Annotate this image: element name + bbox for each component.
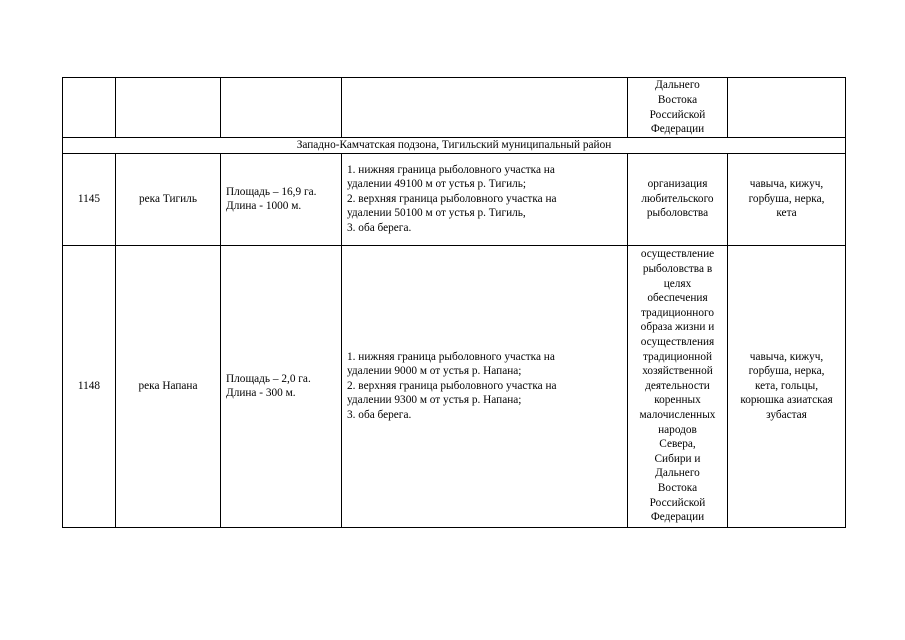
text-line: кета xyxy=(776,207,797,220)
text-line: Площадь – 16,9 га. xyxy=(226,185,317,198)
text-line: удалении 9300 м от устья р. Напана; xyxy=(347,394,522,407)
text-line: традиционного xyxy=(640,306,714,319)
text-line: организация xyxy=(647,178,708,191)
cell-name: река Напана xyxy=(116,245,221,527)
cell-number: 1148 xyxy=(63,245,116,527)
text-line: удалении 49100 м от устья р. Тигиль; xyxy=(347,178,527,191)
text-line: рыболовства xyxy=(646,207,709,220)
text-line: зубастая xyxy=(766,408,807,421)
text-line: Дальнего xyxy=(655,467,700,480)
text-line: обеспечения xyxy=(647,292,708,305)
text-line: Востока xyxy=(657,481,698,494)
text-line: 1. нижняя граница рыболовного участка на xyxy=(347,350,555,363)
text-line: удалении 50100 м от устья р. Тигиль, xyxy=(347,207,526,220)
text-line: 1. нижняя граница рыболовного участка на xyxy=(347,163,555,176)
cell-species xyxy=(728,245,846,527)
text-line: Длина - 300 м. xyxy=(226,387,296,400)
text-line: Российской xyxy=(649,108,706,121)
text-line: целях xyxy=(663,277,692,290)
cell-name xyxy=(116,78,221,138)
subheader-row xyxy=(63,138,846,154)
text-line: горбуша, нерка, xyxy=(748,365,825,378)
text-line: коренных xyxy=(654,394,701,407)
text-line: 3. оба берега. xyxy=(347,221,412,234)
cell-species xyxy=(728,153,846,245)
cell-number: 1145 xyxy=(63,153,116,245)
text-line: корюшка азиатская xyxy=(740,394,833,407)
text-line: Площадь – 2,0 га. xyxy=(226,372,311,385)
text-line: хозяйственной xyxy=(642,365,713,378)
cell-purpose xyxy=(628,245,728,527)
fishing-areas-table xyxy=(62,77,846,528)
continued-row xyxy=(63,78,846,138)
text-line: Федерации xyxy=(650,123,705,136)
cell-bounds xyxy=(342,245,628,527)
text-line: кета, гольцы, xyxy=(754,379,819,392)
text-line: Севера, xyxy=(659,438,696,451)
text-line: Дальнего xyxy=(655,79,700,92)
table-row xyxy=(63,153,846,245)
text-line: Российской xyxy=(649,496,706,509)
text-line: 2. верхняя граница рыболовного участка на xyxy=(347,379,557,392)
text-line: горбуша, нерка, xyxy=(748,192,825,205)
text-line: малочисленных xyxy=(639,408,716,421)
text-line: деятельности xyxy=(645,379,710,392)
text-line: Длина - 1000 м. xyxy=(226,200,302,213)
cell-size xyxy=(221,78,342,138)
text-line: рыболовства в xyxy=(642,263,713,276)
subzone-title: Западно-Камчатская подзона, Тигильский муниципальный район xyxy=(63,138,846,154)
text-line: чавыча, кижуч, xyxy=(749,178,824,191)
text-line: народов xyxy=(658,423,697,436)
cell-number xyxy=(63,78,116,138)
text-line: любительского xyxy=(641,192,714,205)
cell-name: река Тигиль xyxy=(116,153,221,245)
text-line: 3. оба берега. xyxy=(347,408,412,421)
cell-bounds xyxy=(342,78,628,138)
text-line: удалении 9000 м от устья р. Напана; xyxy=(347,365,522,378)
text-line: чавыча, кижуч, xyxy=(749,350,824,363)
cell-size xyxy=(221,245,342,527)
text-line: Сибири и xyxy=(654,452,701,465)
text-line: образа жизни и xyxy=(640,321,715,334)
text-line: Востока xyxy=(657,93,698,106)
cell-purpose xyxy=(628,78,728,138)
cell-bounds xyxy=(342,153,628,245)
text-line: традиционной xyxy=(642,350,713,363)
table-row xyxy=(63,245,846,527)
text-line: 2. верхняя граница рыболовного участка на xyxy=(347,192,557,205)
text-line: осуществления xyxy=(640,336,715,349)
text-line: Федерации xyxy=(650,511,705,524)
cell-purpose xyxy=(628,153,728,245)
cell-size xyxy=(221,153,342,245)
cell-species xyxy=(728,78,846,138)
text-line: осуществление xyxy=(640,248,715,261)
